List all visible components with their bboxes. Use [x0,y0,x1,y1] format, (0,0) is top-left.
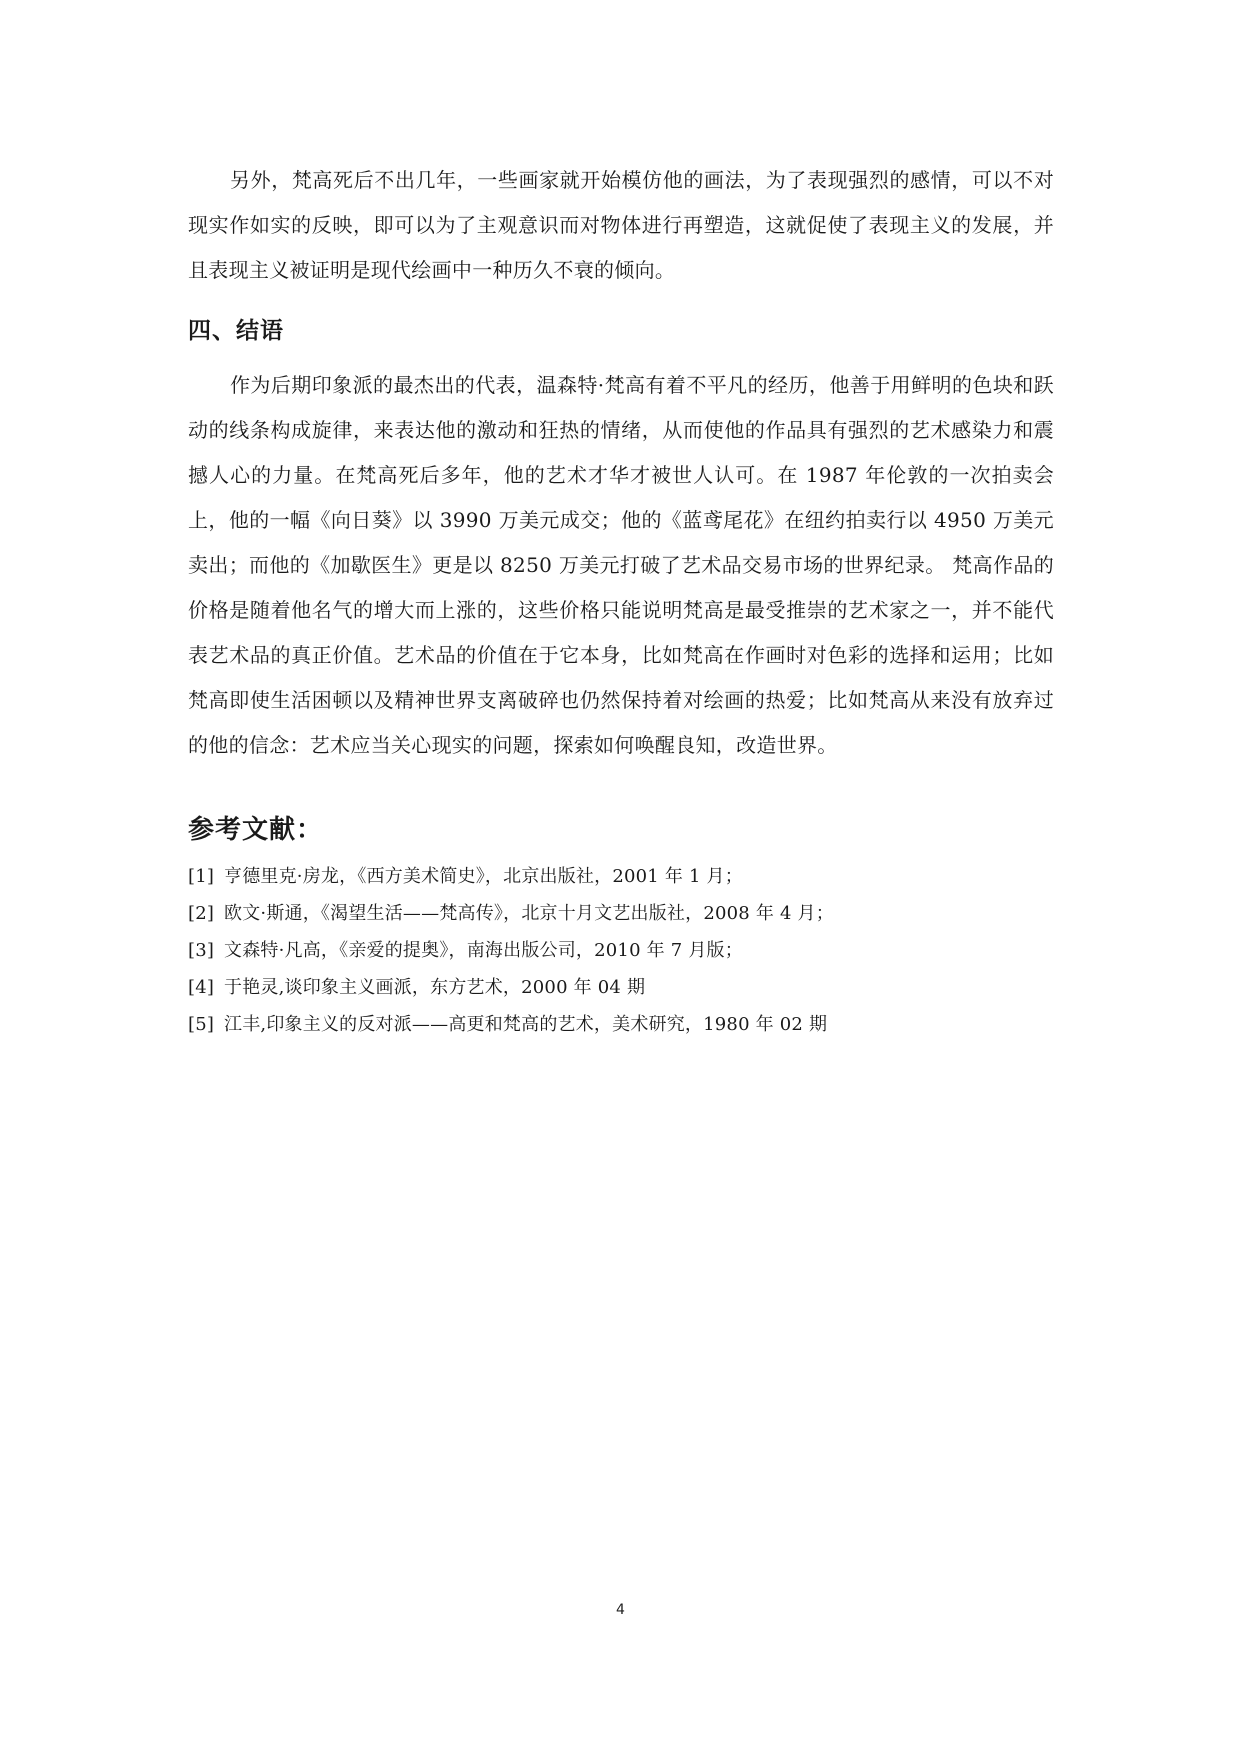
reference-item [188,895,1054,932]
reference-text: 欧文·斯通，《渴望生活——梵高传》，北京十月文艺出版社，2008 年 4 月； [224,903,834,924]
references-list [188,858,1054,1043]
reference-item [188,1006,1054,1043]
reference-text: 江丰,印象主义的反对派——高更和梵高的艺术，美术研究，1980 年 02 期 [224,1014,828,1035]
references-heading: 参考文献： [188,815,324,845]
reference-number: [2] [188,903,215,924]
reference-number: [3] [188,940,215,961]
page-content [188,158,1054,1043]
reference-item [188,932,1054,969]
reference-number: [1] [188,866,215,887]
reference-text: 亨德里克·房龙，《西方美术简史》，北京出版社，2001 年 1 月； [224,866,743,887]
conclusion-paragraph: 作为后期印象派的最杰出的代表，温森特·梵高有着不平凡的经历，他善于用鲜明的色块和跃动的线条构成旋律，来表达他的激动和狂热的情绪，从而使他的作品具有强烈的艺术感染力和震撼人心的力量。在梵高死后多年，他的艺术才华才被世人认可。在 1987 年伦敦的一次拍卖会上，他的一幅《向日葵》以 3990 万美元成交；他的《蓝鸢尾花》在纽约拍卖行以 4950 万美元卖出；而他的《加歇医生》更是以 8250 万美元打破了艺术品交易市场的世界纪录。 梵高作品的价格是随着他名气的增大而上涨的，这些价格只能说明梵高是最受推崇的艺术家之一，并不能代表艺术品的真正价值。艺术品的价值在于它本身，比如梵高在作画时对色彩的选择和运用；比如梵高即使生活困顿以及精神世界支离破碎也仍然保持着对绘画的热爱；比如梵高从来没有放弃过的他的信念：艺术应当关心现实的问题，探索如何唤醒良知，改造世界。 [188,373,1054,757]
page-number: 4 [616,1602,625,1618]
reference-item [188,969,1054,1006]
reference-number: [5] [188,1014,215,1035]
reference-number: [4] [188,977,215,998]
intro-paragraph: 另外，梵高死后不出几年，一些画家就开始模仿他的画法，为了表现强烈的感情，可以不对现实作如实的反映，即可以为了主观意识而对物体进行再塑造，这就促使了表现主义的发展，并且表现主义被证明是现代绘画中一种历久不衰的倾向。 [188,168,1054,282]
section-heading-conclusion: 四、结语 [188,318,284,344]
reference-item [188,858,1054,895]
reference-text: 于艳灵,谈印象主义画派，东方艺术，2000 年 04 期 [224,977,646,998]
reference-text: 文森特·凡高，《亲爱的提奥》，南海出版公司，2010 年 7 月版； [224,940,743,961]
